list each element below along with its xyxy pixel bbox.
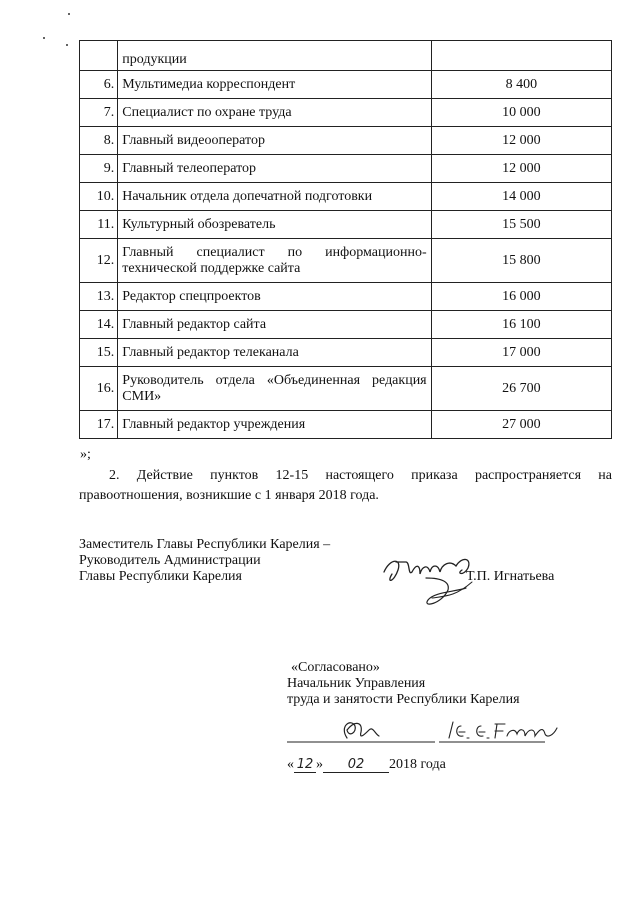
approval-block — [287, 660, 520, 708]
table-row — [80, 71, 612, 99]
table-row — [80, 127, 612, 155]
approval-date — [287, 757, 446, 773]
row-number-cell: 13. — [80, 283, 118, 311]
table-row — [80, 41, 612, 71]
salary-table — [79, 40, 612, 439]
row-name-cell: Культурный обозреватель — [118, 211, 431, 239]
scan-speck — [66, 44, 68, 46]
row-value-cell: 14 000 — [431, 183, 611, 211]
date-day: 12 — [294, 757, 316, 773]
paragraph-2 — [79, 466, 612, 506]
row-number-cell: 14. — [80, 311, 118, 339]
row-name-cell: Мультимедиа корреспондент — [118, 71, 431, 99]
row-value-cell: 26 700 — [431, 367, 611, 411]
row-name-cell: Главный специалист по информационно-технической поддержке сайта — [118, 239, 431, 283]
row-value-cell: 17 000 — [431, 339, 611, 367]
row-name-cell: Главный редактор телеканала — [118, 339, 431, 367]
row-number-cell: 7. — [80, 99, 118, 127]
scan-speck — [43, 37, 45, 39]
row-name-cell: Редактор спецпроектов — [118, 283, 431, 311]
row-name-cell: Главный редактор учреждения — [118, 411, 431, 439]
signatory-block — [79, 537, 330, 585]
row-name-cell: Главный телеоператор — [118, 155, 431, 183]
table-row — [80, 211, 612, 239]
row-name-cell: Главный редактор сайта — [118, 311, 431, 339]
paragraph-line: 2. Действие пунктов 12-15 настоящего приказа распространяется на — [109, 468, 612, 483]
row-value-cell: 15 500 — [431, 211, 611, 239]
row-value-cell: 16 000 — [431, 283, 611, 311]
row-value-cell: 16 100 — [431, 311, 611, 339]
signatory-title-line: Главы Республики Карелия — [79, 569, 242, 584]
row-value-cell: 12 000 — [431, 155, 611, 183]
row-number-cell: 12. — [80, 239, 118, 283]
row-value-cell — [431, 41, 611, 71]
approval-title-line: труда и занятости Республики Карелия — [287, 692, 520, 707]
table-row — [80, 239, 612, 283]
closing-quote: »; — [80, 447, 91, 462]
row-number-cell: 9. — [80, 155, 118, 183]
row-value-cell: 15 800 — [431, 239, 611, 283]
row-value-cell: 27 000 — [431, 411, 611, 439]
row-value-cell: 12 000 — [431, 127, 611, 155]
table-row — [80, 99, 612, 127]
paragraph-line: правоотношения, возникшие с 1 января 2018 года. — [79, 488, 379, 503]
row-name-cell: Начальник отдела допечатной подготовки — [118, 183, 431, 211]
date-open-quote: « — [287, 757, 294, 772]
date-close-quote: » — [316, 757, 323, 772]
date-month: 02 — [323, 757, 389, 773]
row-name-cell: Специалист по охране труда — [118, 99, 431, 127]
row-value-cell: 10 000 — [431, 99, 611, 127]
signatory-title-line: Руководитель Администрации — [79, 553, 261, 568]
row-name-cell: Руководитель отдела «Объединенная редакция СМИ» — [118, 367, 431, 411]
row-number-cell: 11. — [80, 211, 118, 239]
approval-label: «Согласовано» — [291, 660, 380, 675]
row-number-cell: 6. — [80, 71, 118, 99]
table-row — [80, 367, 612, 411]
row-number-cell: 15. — [80, 339, 118, 367]
signatory-title-line: Заместитель Главы Республики Карелия – — [79, 537, 331, 552]
row-number-cell: 17. — [80, 411, 118, 439]
date-year: 2018 года — [389, 757, 446, 772]
table-row — [80, 283, 612, 311]
table-row — [80, 339, 612, 367]
table-row — [80, 311, 612, 339]
table-row — [80, 155, 612, 183]
approval-signature — [285, 716, 575, 750]
signatory-name: Т.П. Игнатьева — [466, 569, 555, 584]
row-name-cell: Главный видеооператор — [118, 127, 431, 155]
table-row — [80, 411, 612, 439]
table-row — [80, 183, 612, 211]
scan-speck — [68, 13, 70, 15]
row-number-cell: 8. — [80, 127, 118, 155]
row-value-cell: 8 400 — [431, 71, 611, 99]
row-number-cell — [80, 41, 118, 71]
row-name-cell: продукции — [118, 41, 431, 71]
row-number-cell: 16. — [80, 367, 118, 411]
approval-title-line: Начальник Управления — [287, 676, 426, 691]
row-number-cell: 10. — [80, 183, 118, 211]
